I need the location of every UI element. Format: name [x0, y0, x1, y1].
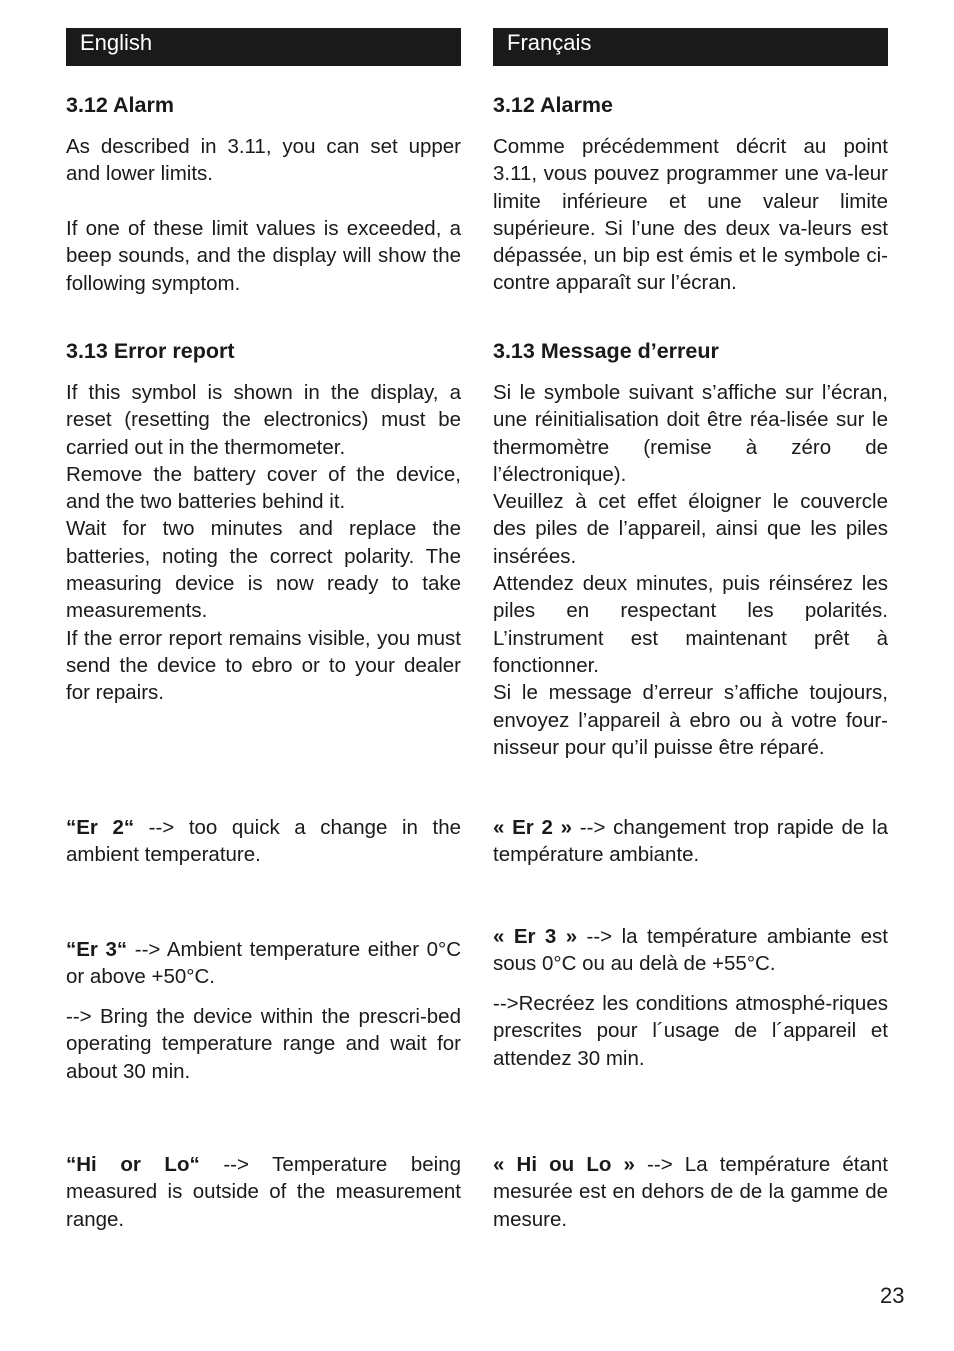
error-text-fr-1: Si le symbole suivant s’affiche sur l’écran, une réinitialisation doit être réa-lisée sur le thermomètre (remise à zéro de l’électronique).: [493, 381, 888, 486]
french-column: [493, 28, 888, 1231]
er3-text-fr: « Er 3 » --> la température ambiante est sous 0°C ou au delà de +55°C.: [493, 925, 888, 976]
alarm-text-en-1: As described in 3.11, you can set upper and lower limits.: [66, 135, 461, 186]
er2-text-fr: « Er 2 » --> changement trop rapide de la température ambiante.: [493, 816, 888, 867]
er3-action-fr: -->Recréez les conditions atmosphé-riques prescrites pour l´usage de l´appareil et attendez 30 min.: [493, 992, 888, 1070]
error-text-en-2: Remove the battery cover of the device, and the two batteries behind it.: [66, 462, 461, 514]
er2-code-en: “Er 2“: [66, 816, 135, 839]
alarm-heading-fr: 3.12 Alarme: [493, 93, 613, 117]
er2-text-en: “Er 2“ --> too quick a change in the ambient temperature.: [66, 816, 462, 867]
page-number: 23: [880, 1283, 905, 1308]
alarm-text-fr: Comme précédemment décrit au point 3.11, vous pouvez programmer une va-leur limite inférieure et une valeur limite supérieure. Si l’une des deux va-leurs est dépassée, un bip est émis et le symbole ci-contre apparaît sur l’écran.: [493, 135, 888, 295]
error-text-fr-4: Si le message d’erreur s’affiche toujours, envoyez l’appareil à ebro ou à votre four-nisseur pour qu’il puisse être réparé.: [493, 681, 888, 759]
error-text-fr-3: Attendez deux minutes, puis réinsérez les piles en respectant les polarités. L’instrument est maintenant prêt à fonctionner.: [493, 572, 888, 677]
er3-code-fr: « Er 3 »: [493, 925, 578, 948]
english-column: [66, 28, 462, 1231]
error-body-en: [66, 379, 461, 707]
hilo-text-en: “Hi or Lo“ --> Temperature being measured is outside of the measurement range.: [66, 1153, 461, 1231]
error-heading-en: 3.13 Error report: [66, 339, 235, 363]
hilo-text-fr: « Hi ou Lo » --> La température étant mesurée est en dehors de de la gamme de mesure.: [493, 1153, 888, 1231]
error-heading-fr: 3.13 Message d’erreur: [493, 339, 719, 363]
error-text-fr-2: Veuillez à cet effet éloigner le couvercle des piles de l’appareil, ainsi que les piles insérées.: [493, 490, 888, 568]
er3-code-en: “Er 3“: [66, 938, 128, 961]
error-body-fr: [493, 379, 888, 761]
lang-bar-english: English: [66, 28, 461, 66]
lang-bar-french: Français: [493, 28, 888, 66]
error-text-en-3: Wait for two minutes and replace the batteries, noting the correct polarity. The measuring device is now ready to take measurements.: [66, 517, 461, 623]
alarm-text-en-2: If one of these limit values is exceeded, a beep sounds, and the display will show the following symptom.: [66, 217, 461, 295]
error-text-en-1: If this symbol is shown in the display, a reset (resetting the electronics) must be carried out in the thermometer.: [66, 381, 461, 459]
alarm-heading-en: 3.12 Alarm: [66, 93, 174, 117]
error-text-en-4: If the error report remains visible, you must send the device to ebro or to your dealer for repairs.: [66, 626, 461, 705]
er3-action-en: --> Bring the device within the prescri-bed operating temperature range and wait for about 30 min.: [66, 1005, 461, 1083]
hilo-code-en: “Hi or Lo“: [66, 1153, 200, 1176]
er2-code-fr: « Er 2 »: [493, 816, 573, 839]
er3-text-en: “Er 3“ --> Ambient temperature either 0°C or above +50°C.: [66, 938, 462, 989]
hilo-code-fr: « Hi ou Lo »: [493, 1153, 635, 1176]
